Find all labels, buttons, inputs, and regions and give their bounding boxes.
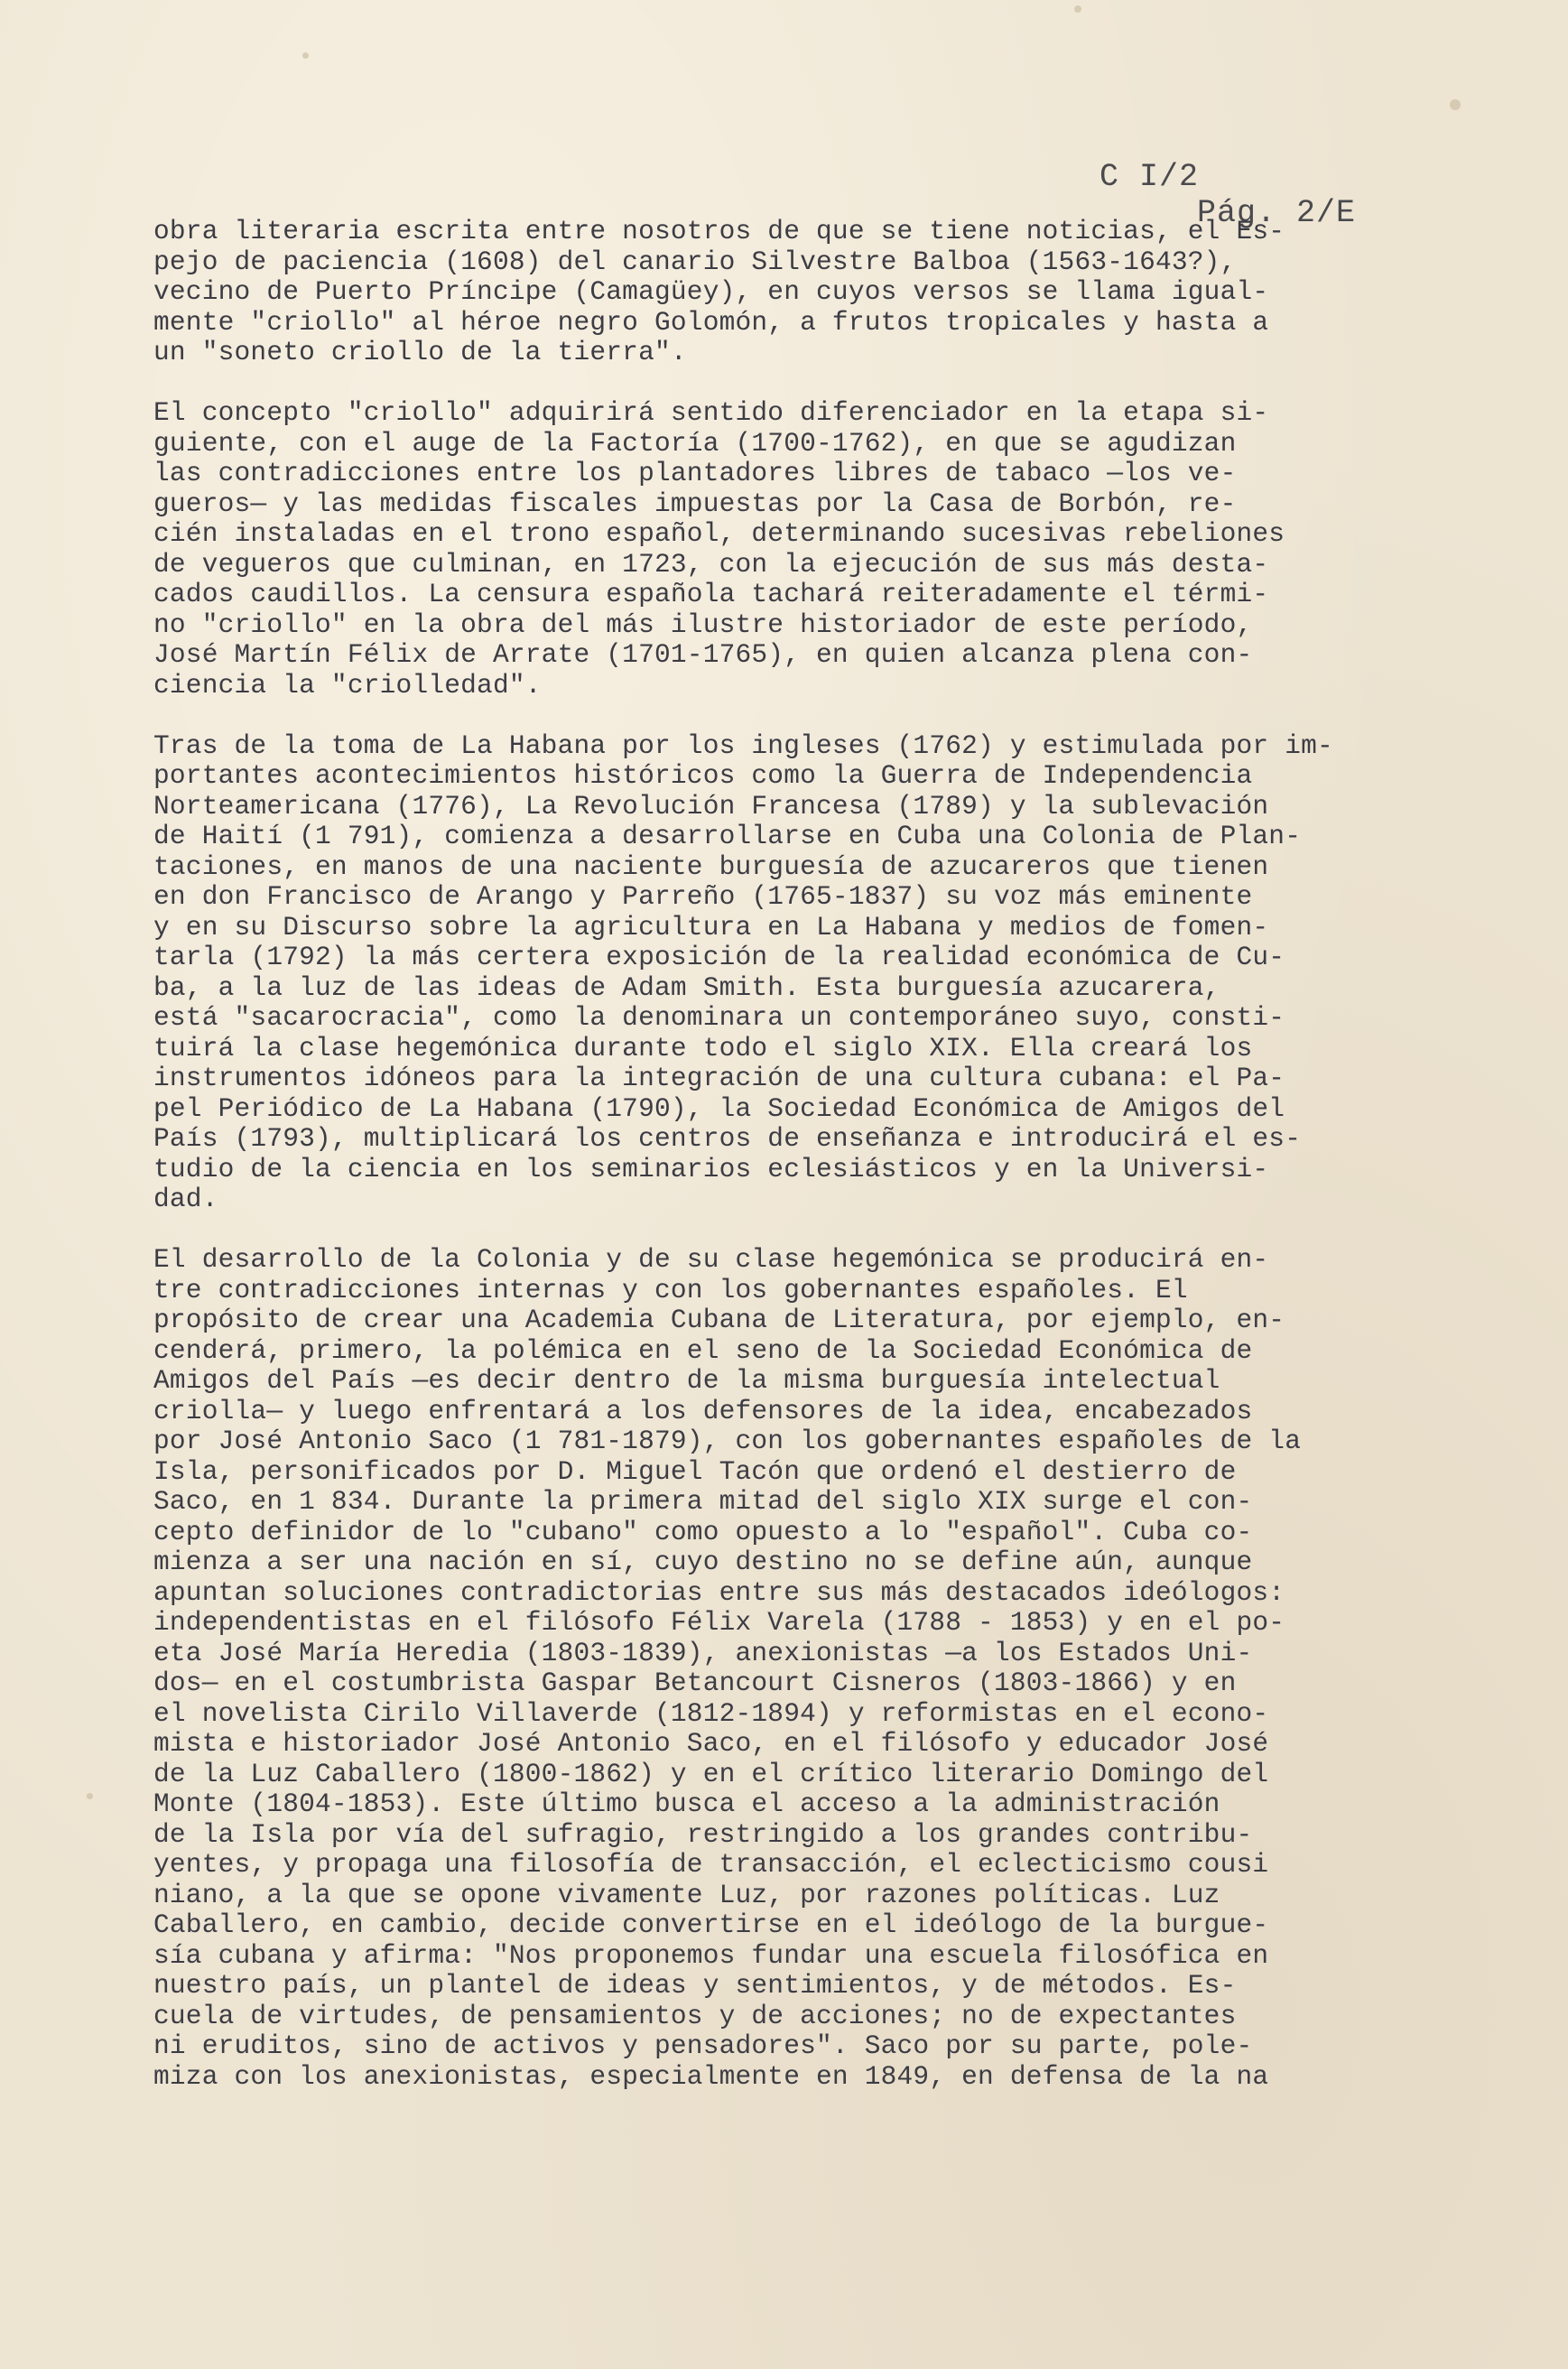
text-line: en don Francisco de Arango y Parreño (1765-1837) su voz más eminente	[153, 881, 1253, 912]
text-line: gueros— y las medidas fiscales impuestas por la Casa de Borbón, re-	[153, 488, 1237, 519]
text-line: Amigos del País —es decir dentro de la misma burguesía intelectual	[153, 1365, 1220, 1396]
text-line: eta José María Heredia (1803-1839), anexionistas —a los Estados Uni-	[153, 1637, 1253, 1668]
text-line: Norteamericana (1776), La Revolución Francesa (1789) y la sublevación	[153, 790, 1269, 822]
page-number: Pág. 2/E	[1197, 195, 1357, 231]
text-line: cados caudillos. La censura española tachará reiteradamente el térmi-	[153, 579, 1269, 609]
text-line: por José Antonio Saco (1 781-1879), con los gobernantes españoles de la	[153, 1426, 1302, 1456]
text-line: de vegueros que culminan, en 1723, con la ejecución de sus más desta-	[153, 548, 1269, 580]
document-code: C I/2	[1099, 159, 1200, 195]
text-line: miza con los anexionistas, especialmente en 1849, en defensa de la na	[153, 2060, 1269, 2092]
text-line: guiente, con el auge de la Factoría (1700-1762), en que se agudizan	[153, 427, 1237, 459]
paper-speck	[302, 52, 309, 59]
text-line: mienza a ser una nación en sí, cuyo destino no se define aún, aunque	[153, 1547, 1253, 1577]
text-line: tre contradicciones internas y con los gobernantes españoles. El	[153, 1274, 1188, 1305]
text-line: ciencia la "criolledad".	[153, 669, 542, 701]
text-line: nuestro país, un plantel de ideas y sentimientos, y de métodos. Es-	[153, 1970, 1237, 2001]
text-line: un "soneto criollo de la tierra".	[153, 337, 687, 367]
text-line: Tras de la toma de La Habana por los ingleses (1762) y estimulada por im-	[153, 729, 1333, 761]
text-line: instrumentos idóneos para la integración de una cultura cubana: el Pa-	[153, 1063, 1285, 1093]
text-line: dos— en el costumbrista Gaspar Betancourt Cisneros (1803-1866) y en	[153, 1668, 1237, 1698]
text-line: apuntan soluciones contradictorias entre sus más destacados ideólogos:	[153, 1576, 1285, 1608]
text-line: está "sacarocracia", como la denominara un contemporáneo suyo, consti-	[153, 1002, 1285, 1033]
text-line: no "criollo" en la obra del más ilustre historiador de este período,	[153, 609, 1253, 640]
text-line: dad.	[153, 1184, 218, 1214]
paragraph	[153, 398, 1480, 701]
paper-speck	[1074, 5, 1081, 13]
text-line: El concepto "criollo" adquirirá sentido diferenciador en la etapa si-	[153, 397, 1269, 428]
text-line: criolla— y luego enfrentará a los defensores de la idea, encabezados	[153, 1395, 1253, 1426]
paragraph	[153, 217, 1480, 368]
text-line: pejo de paciencia (1608) del canario Silvestre Balboa (1563-1643?),	[153, 246, 1237, 277]
text-line: obra literaria escrita entre nosotros de que se tiene noticias, el Es-	[153, 216, 1285, 246]
text-line: cuela de virtudes, de pensamientos y de acciones; no de expectantes	[153, 2000, 1237, 2031]
paper-speck	[87, 1793, 93, 1799]
text-line: Caballero, en cambio, decide convertirse en el ideólogo de la burgue-	[153, 1909, 1269, 1940]
text-line: ni eruditos, sino de activos y pensadores". Saco por su parte, pole-	[153, 2030, 1253, 2061]
text-line: Isla, personificados por D. Miguel Tacón que ordenó el destierro de	[153, 1455, 1237, 1487]
text-line: de Haití (1 791), comienza a desarrollarse en Cuba una Colonia de Plan-	[153, 821, 1302, 851]
text-line: tuirá la clase hegemónica durante todo el siglo XIX. Ella creará los	[153, 1032, 1253, 1064]
text-line: el novelista Cirilo Villaverde (1812-1894) y reformistas en el econo-	[153, 1697, 1269, 1729]
paragraph	[153, 731, 1480, 1215]
text-line: tarla (1792) la más certera exposición de la realidad económica de Cu-	[153, 942, 1285, 972]
text-line: las contradicciones entre los plantadores libres de tabaco —los ve-	[153, 458, 1237, 488]
paper-speck	[1450, 99, 1461, 110]
text-line: cién instaladas en el trono español, determinando sucesivas rebeliones	[153, 518, 1285, 549]
text-line: cenderá, primero, la polémica en el seno de la Sociedad Económica de	[153, 1334, 1253, 1366]
text-line: vecino de Puerto Príncipe (Camagüey), en cuyos versos se llama igual-	[153, 276, 1269, 307]
text-line: ba, a la luz de las ideas de Adam Smith. Esta burguesía azucarera,	[153, 971, 1220, 1003]
text-line: País (1793), multiplicará los centros de enseñanza e introducirá el es-	[153, 1123, 1302, 1154]
text-line: propósito de crear una Academia Cubana de Literatura, por ejemplo, en-	[153, 1305, 1285, 1335]
text-line: taciones, en manos de una naciente burguesía de azucareros que tienen	[153, 850, 1269, 882]
text-line: niano, a la que se opone vivamente Luz, por razones políticas. Luz	[153, 1879, 1220, 1910]
paragraph	[153, 1245, 1480, 2092]
text-line: sía cubana y afirma: "Nos proponemos fundar una escuela filosófica en	[153, 1939, 1269, 1971]
text-line: independentistas en el filósofo Félix Varela (1788 - 1853) y en el po-	[153, 1607, 1285, 1638]
text-line: José Martín Félix de Arrate (1701-1765), en quien alcanza plena con-	[153, 639, 1253, 670]
text-line: mista e historiador José Antonio Saco, en el filósofo y educador José	[153, 1728, 1269, 1759]
text-line: cepto definidor de lo "cubano" como opuesto a lo "español". Cuba co-	[153, 1516, 1253, 1547]
text-line: pel Periódico de La Habana (1790), la Sociedad Económica de Amigos del	[153, 1092, 1285, 1124]
text-line: tudio de la ciencia en los seminarios eclesiásticos y en la Universi-	[153, 1153, 1269, 1184]
text-line: Monte (1804-1853). Este último busca el acceso a la administración	[153, 1788, 1220, 1819]
text-line: Saco, en 1 834. Durante la primera mitad del siglo XIX surge el con-	[153, 1486, 1253, 1517]
text-line: de la Isla por vía del sufragio, restringido a los grandes contribu-	[153, 1818, 1253, 1850]
document-body	[153, 217, 1480, 2092]
text-line: de la Luz Caballero (1800-1862) y en el crítico literario Domingo del	[153, 1758, 1269, 1789]
text-line: mente "criollo" al héroe negro Golomón, a frutos tropicales y hasta a	[153, 306, 1269, 338]
text-line: portantes acontecimientos históricos como la Guerra de Independencia	[153, 760, 1253, 791]
text-line: El desarrollo de la Colonia y de su clase hegemónica se producirá en-	[153, 1244, 1269, 1275]
text-line: yentes, y propaga una filosofía de transacción, el eclecticismo cousi	[153, 1849, 1269, 1880]
text-line: y en su Discurso sobre la agricultura en La Habana y medios de fomen-	[153, 911, 1269, 943]
